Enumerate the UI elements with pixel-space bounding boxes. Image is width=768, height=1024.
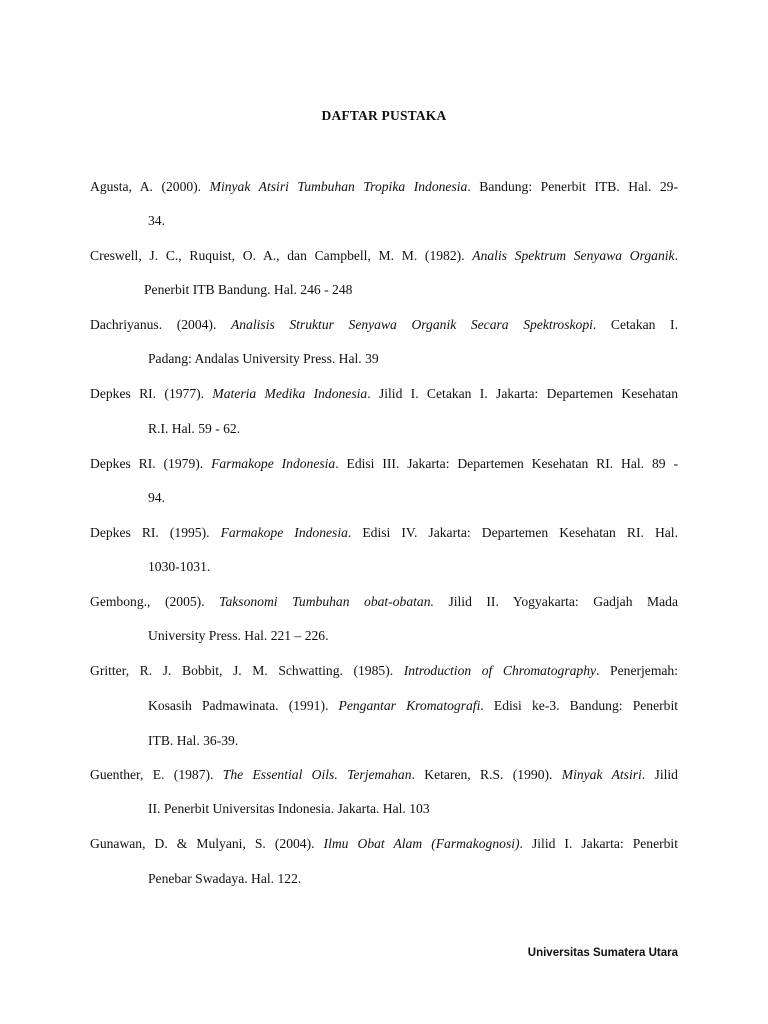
- ref-title: The Essential Oils. Terjemahan: [222, 767, 412, 782]
- reference-gritter-line2: [148, 697, 678, 715]
- ref-text: . Bandung: Penerbit ITB. Hal. 29-: [467, 179, 678, 194]
- ref-title: Analis Spektrum Senyawa Organik: [472, 248, 675, 263]
- ref-text: . Cetakan I.: [592, 317, 678, 332]
- reference-gritter-line1: [90, 662, 678, 680]
- ref-text: Dachriyanus. (2004).: [90, 317, 231, 332]
- ref-text: Gritter, R. J. Bobbit, J. M. Schwatting. (1985).: [90, 663, 404, 678]
- ref-text: Kosasih Padmawinata. (1991).: [148, 698, 339, 713]
- reference-agusta-line1: [90, 178, 678, 196]
- ref-title: Pengantar Kromatografi: [338, 698, 481, 713]
- ref-title: Minyak Atsiri: [561, 767, 642, 782]
- reference-depkes-1977-line1: [90, 385, 678, 403]
- page-title: DAFTAR PUSTAKA: [321, 108, 447, 123]
- ref-text: Depkes RI. (1995).: [90, 525, 221, 540]
- reference-creswell-line1: [90, 247, 678, 265]
- ref-title: Analisis Struktur Senyawa Organik Secara Spektroskopi: [230, 317, 593, 332]
- ref-text: Guenther, E. (1987).: [90, 767, 223, 782]
- ref-text: . Penerjemah:: [596, 663, 679, 678]
- ref-text: . Jilid I. Jakarta: Penerbit: [519, 836, 678, 851]
- ref-text: Gembong., (2005).: [90, 594, 220, 609]
- footer-institution: Universitas Sumatera Utara: [527, 947, 678, 959]
- ref-text: Agusta, A. (2000).: [90, 179, 210, 194]
- ref-text: . Ketaren, R.S. (1990).: [411, 767, 562, 782]
- reference-depkes-1977-line2: R.I. Hal. 59 - 62.: [148, 421, 241, 436]
- ref-text: . Edisi IV. Jakarta: Departemen Kesehatan RI. Hal.: [347, 525, 678, 540]
- reference-dachriyanus-line1: [90, 316, 678, 334]
- ref-title: Introduction of Chromatography: [403, 663, 597, 678]
- ref-title: Farmakope Indonesia: [220, 525, 348, 540]
- ref-text: Depkes RI. (1979).: [90, 456, 212, 471]
- reference-creswell-line2: Penerbit ITB Bandung. Hal. 246 - 248: [144, 282, 353, 297]
- ref-title: Materia Medika Indonesia: [212, 386, 368, 401]
- ref-title: Ilmu Obat Alam (Farmakognosi): [323, 836, 520, 851]
- reference-gunawan-line1: [90, 835, 678, 853]
- ref-text: Jilid II. Yogyakarta: Gadjah Mada: [433, 594, 678, 609]
- reference-depkes-1979-line2: 94.: [148, 490, 165, 505]
- reference-gunawan-line2: Penebar Swadaya. Hal. 122.: [148, 871, 302, 886]
- reference-depkes-1995-line2: 1030-1031.: [148, 559, 211, 574]
- reference-gritter-line3: ITB. Hal. 36-39.: [148, 733, 239, 748]
- reference-gembong-line2: University Press. Hal. 221 – 226.: [148, 628, 329, 643]
- ref-text: Creswell, J. C., Ruquist, O. A., dan Campbell, M. M. (1982).: [90, 248, 473, 263]
- reference-guenther-line1: [90, 766, 678, 784]
- ref-text: . Edisi ke-3. Bandung: Penerbit: [480, 698, 678, 713]
- ref-text: . Edisi III. Jakarta: Departemen Kesehatan RI. Hal. 89 -: [335, 456, 678, 471]
- ref-text: . Jilid I. Cetakan I. Jakarta: Departemen Kesehatan: [367, 386, 679, 401]
- ref-text: Gunawan, D. & Mulyani, S. (2004).: [90, 836, 324, 851]
- reference-gembong-line1: [90, 593, 678, 611]
- reference-agusta-line2: 34.: [148, 213, 165, 228]
- ref-text: .: [674, 248, 678, 263]
- reference-depkes-1995-line1: [90, 524, 678, 542]
- reference-depkes-1979-line1: [90, 455, 678, 473]
- ref-title: Farmakope Indonesia: [211, 456, 336, 471]
- ref-text: Depkes RI. (1977).: [90, 386, 213, 401]
- ref-title: Taksonomi Tumbuhan obat-obatan.: [219, 594, 434, 609]
- reference-guenther-line2: II. Penerbit Universitas Indonesia. Jakarta. Hal. 103: [148, 801, 430, 816]
- reference-dachriyanus-line2: Padang: Andalas University Press. Hal. 39: [148, 351, 379, 366]
- ref-title: Minyak Atsiri Tumbuhan Tropika Indonesia: [209, 179, 468, 194]
- ref-text: . Jilid: [641, 767, 678, 782]
